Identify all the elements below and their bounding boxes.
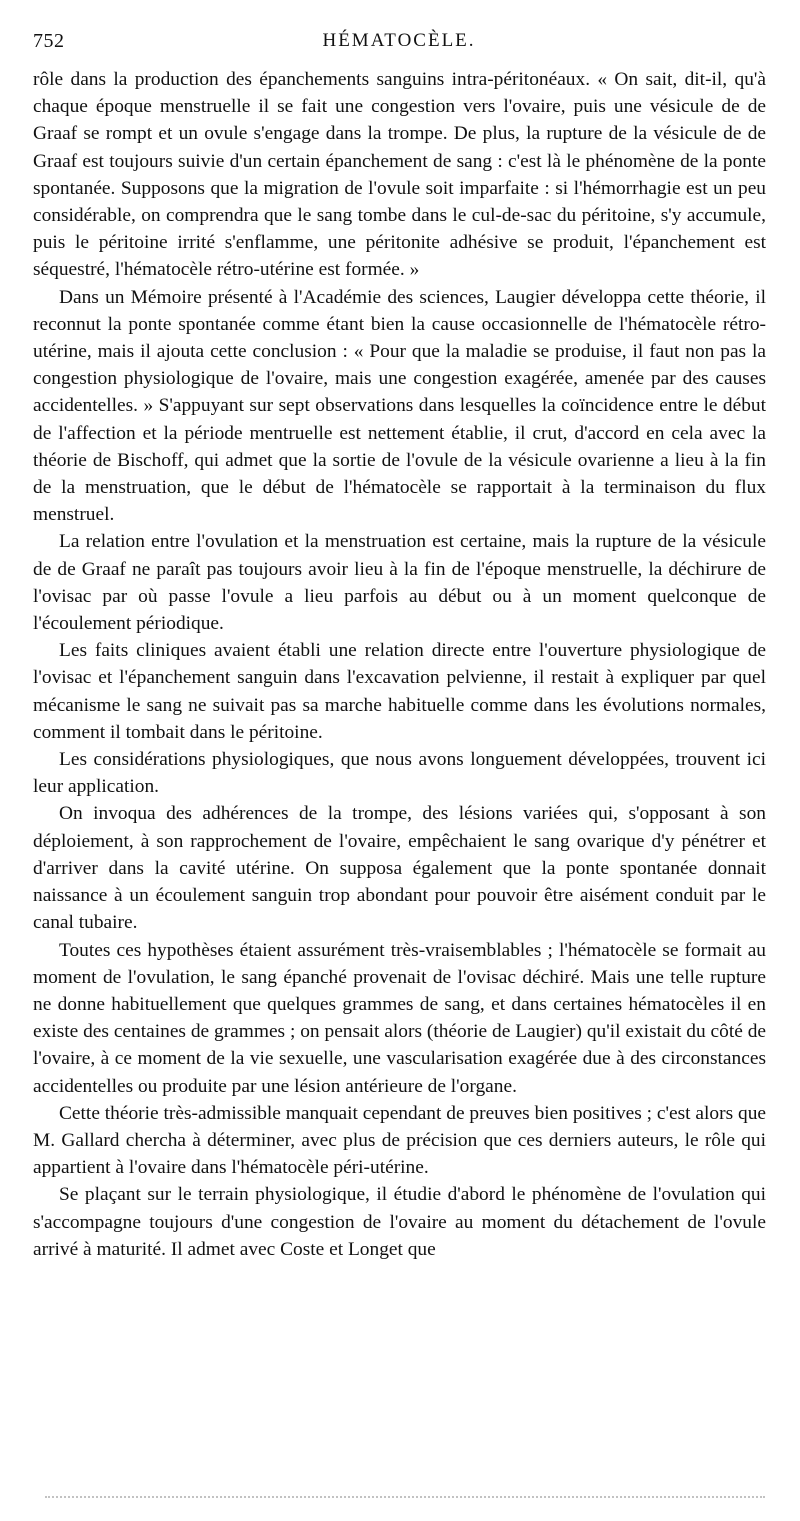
running-head: HÉMATOCÈLE. (322, 30, 476, 51)
body-text (33, 66, 766, 1263)
paragraph: Les considérations physiologiques, que nous avons longuement développées, trouvent ici leur application. (33, 749, 766, 798)
paragraph: Cette théorie très-admissible manquait cependant de preuves bien positives ; c'est alors que M. Gallard chercha à déterminer, avec plus de précision que ces derniers auteurs, le rôle qui appartient à l'ovaire dans l'hématocèle péri-utérine. (33, 1102, 766, 1179)
paragraph: On invoqua des adhérences de la trompe, des lésions variées qui, s'opposant à son déploiement, à son rapprochement de l'ovaire, empêchaient le sang ovarique d'y pénétrer et d'arriver dans la cavité utérine. On supposa également que la ponte spontanée donnait naissance à un écoulement sanguin trop abondant pour pouvoir être aisément conduit par le canal tubaire. (33, 803, 766, 934)
paragraph: La relation entre l'ovulation et la menstruation est certaine, mais la rupture de la vésicule de de Graaf ne paraît pas toujours avoir lieu à la fin de l'époque menstruelle, la déchirure de l'ovisac par où passe l'ovule a lieu parfois au début ou à un moment quelconque de l'écoulement périodique. (33, 531, 766, 635)
page-number: 752 (33, 30, 65, 52)
paragraph: Toutes ces hypothèses étaient assurément très-vraisemblables ; l'hématocèle se formait au moment de l'ovulation, le sang épanché provenait de l'ovisac déchiré. Mais une telle rupture ne donne habituellement que quelques grammes de sang, et dans certaines hématocèles il en existe des centaines de grammes ; on pensait alors (théorie de Laugier) qu'il existait du côté de l'ovaire, à ce moment de la vie sexuelle, une vascularisation exagérée due à des circonstances accidentelles ou produite par une lésion antérieure de l'organe. (33, 939, 766, 1097)
paragraph: Se plaçant sur le terrain physiologique, il étudie d'abord le phénomène de l'ovulation qui s'accompagne toujours d'une congestion de l'ovaire au moment du détachement de l'ovule arrivé à maturité. Il admet avec Coste et Longet que (33, 1184, 766, 1260)
paragraph-continued: rôle dans la production des épanchements sanguins intra-péritonéaux. « On sait, dit-il, qu'à chaque époque menstruelle il se fait une congestion vers l'ovaire, puis une vésicule de de Graaf se rompt et un ovule s'engage dans la trompe. De plus, la rupture de la vésicule de de Graaf est toujours suivie d'un certain épanchement de sang : c'est là le phénomène de la ponte spontanée. Supposons que la migration de l'ovule soit imparfaite : si l'hémorrhagie est un peu considérable, on comprendra que le sang tombe dans le cul-de-sac du péritoine, s'y accumule, puis le péritoine irrité s'enflamme, une péritonite adhésive se produit, l'épanchement est séquestré, l'hématocèle rétro-utérine est formée. » (33, 69, 766, 281)
scan-bleed-through (45, 1496, 765, 1498)
page-header (33, 30, 765, 60)
paragraph: Les faits cliniques avaient établi une relation directe entre l'ouverture physiologique de l'ovisac et l'épanchement sanguin dans l'excavation pelvienne, il restait à expliquer par quel mécanisme le sang ne suivait pas sa marche habituelle comme dans les évolutions normales, comment il tombait dans le péritoine. (33, 640, 766, 743)
paragraph: Dans un Mémoire présenté à l'Académie des sciences, Laugier développa cette théorie, il reconnut la ponte spontanée comme étant bien la cause occasionnelle de l'hématocèle rétro-utérine, mais il ajouta cette conclusion : « Pour que la maladie se produise, il faut non pas la congestion physiologique de l'ovaire, mais une congestion exagérée, amenée par des causes accidentelles. » S'appuyant sur sept observations dans lesquelles la coïncidence entre le début de l'affection et la période mentruelle est nettement établie, il crut, d'accord en cela avec la théorie de Bischoff, qui admet que la sortie de l'ovule de la vésicule ovarienne a lieu à la fin de la menstruation, que le début de l'hématocèle se rapportait à la terminaison du flux menstruel. (33, 286, 766, 526)
